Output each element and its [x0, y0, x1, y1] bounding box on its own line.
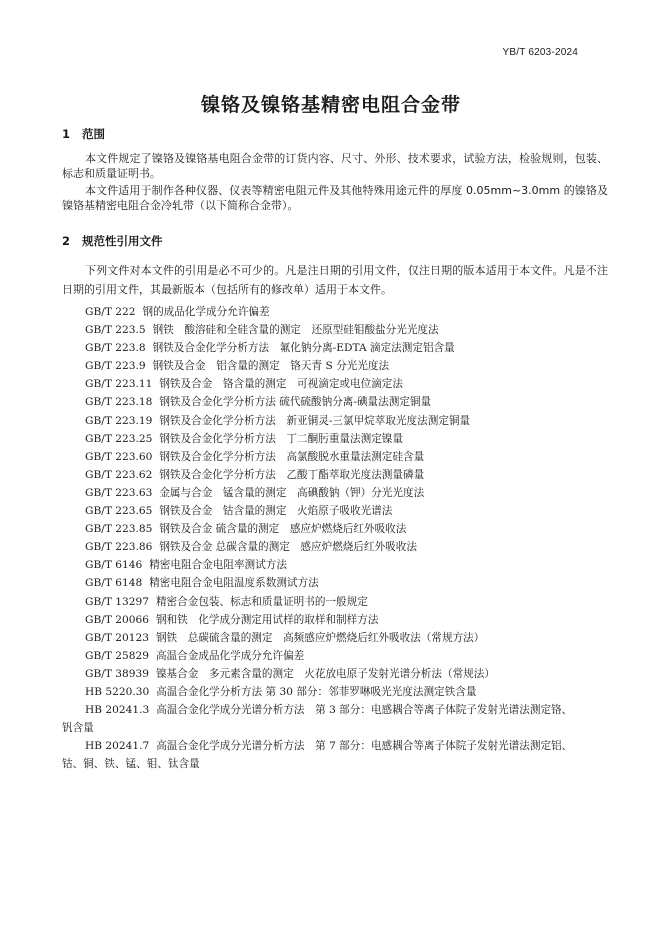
reference-item	[85, 595, 610, 609]
reference-code: GB/T 13297	[85, 595, 149, 608]
reference-code: GB/T 6146	[85, 559, 143, 572]
reference-item	[85, 558, 610, 572]
scope-paragraph-2: 本文件适用于制作各种仪器、仪表等精密电阻元件及其他特殊用途元件的厚度 0.05mm~3.0mm 的镍铬及镍铬基精密电阻合金冷轧带（以下简称合金带）。	[62, 184, 608, 212]
reference-item	[62, 703, 610, 735]
section-title: 规范性引用文件	[82, 234, 163, 248]
reference-item	[85, 576, 610, 590]
reference-code: GB/T 223.5	[85, 324, 146, 337]
section-2-heading	[62, 233, 163, 249]
reference-item	[85, 323, 610, 337]
section-number: 2	[62, 234, 71, 248]
reference-title: 钢铁及合金 铝含量的测定 铬天青 S 分光光度法	[152, 360, 390, 373]
reference-code: GB/T 20066	[85, 613, 149, 626]
reference-title: 钢和铁 化学成分测定用试样的取样和制样方法	[155, 613, 379, 626]
reference-item	[85, 432, 610, 446]
reference-title: 钢的成品化学成分允许偏差	[142, 306, 270, 318]
reference-title: 镍基合金 多元素含量的测定 火花放电原子发射光谱分析法（常规法）	[155, 667, 495, 680]
reference-code: GB/T 223.85	[85, 523, 153, 536]
reference-item	[85, 649, 610, 663]
reference-code: GB/T 223.63	[85, 486, 153, 499]
reference-title: 钢铁 酸溶硅和全硅含量的测定 还原型硅钼酸盐分光光度法	[152, 324, 439, 337]
reference-item	[85, 414, 610, 428]
reference-item	[85, 667, 610, 681]
reference-item	[85, 613, 610, 627]
reference-title: 高温合金成品化学成分允许偏差	[155, 649, 305, 662]
reference-item	[85, 540, 610, 554]
reference-title: 高温合金化学成分光谱分析方法 第 7 部分：电感耦合等离子体院子发射光谱法测定铝、	[156, 740, 573, 753]
standard-code: YB/T 6203-2024	[502, 47, 578, 58]
section-number: 1	[62, 127, 71, 141]
reference-title: 钢铁及合金 总碳含量的测定 感应炉燃烧后红外吸收法	[159, 541, 417, 554]
reference-code: GB/T 25829	[85, 649, 149, 662]
reference-code: GB/T 6148	[85, 577, 143, 590]
normative-references-intro: 下列文件对本文件的引用是必不可少的。凡是注日期的引用文件，仅注日期的版本适用于本文件。凡是不注日期的引用文件，其最新版本（包括所有的修改单）适用于本文件。	[62, 264, 608, 296]
reference-title: 钢铁及合金化学分析方法 丁二酮肟重量法测定镍量	[159, 432, 403, 445]
reference-item	[85, 468, 610, 482]
section-1-heading	[62, 126, 105, 142]
reference-item	[85, 341, 610, 355]
reference-code: GB/T 223.62	[85, 468, 153, 481]
reference-code: GB/T 223.86	[85, 541, 153, 554]
reference-item	[85, 685, 610, 699]
reference-title: 钢铁及合金化学分析方法 乙酸丁酯萃取光度法测量磷量	[159, 468, 425, 481]
reference-code: GB/T 20123	[85, 631, 149, 644]
reference-code: HB 5220.30	[85, 685, 150, 698]
reference-code: HB 20241.3	[85, 704, 150, 717]
reference-item	[85, 504, 610, 518]
reference-code: GB/T 222	[85, 306, 136, 318]
reference-code: GB/T 223.65	[85, 505, 153, 518]
reference-title-continuation: 钴、铜、铁、锰、钼、钛含量	[62, 758, 200, 771]
reference-code: GB/T 38939	[85, 667, 149, 680]
reference-title: 钢铁及合金 硫含量的测定 感应炉燃烧后红外吸收法	[159, 523, 407, 536]
document-title: 镍铬及镍铬基精密电阻合金带	[200, 94, 461, 116]
reference-title: 高温合金化学成分光谱分析方法 第 3 部分：电感耦合等离子体院子发射光谱法测定铬、	[156, 704, 573, 717]
reference-list	[62, 305, 610, 775]
reference-title: 钢铁及合金化学分析方法 高氯酸脱水重量法测定硅含量	[159, 450, 425, 463]
reference-code: GB/T 223.9	[85, 360, 146, 373]
reference-item	[85, 631, 610, 645]
reference-title: 金属与合金 锰含量的测定 高碘酸钠（钾）分光光度法	[159, 486, 425, 499]
reference-title: 钢铁及合金化学分析方法 硫代硫酸钠分离-碘量法测定铜量	[159, 396, 432, 409]
reference-item	[85, 395, 610, 409]
reference-item	[85, 305, 610, 319]
reference-code: GB/T 223.18	[85, 396, 153, 409]
reference-code: GB/T 223.60	[85, 450, 153, 463]
reference-code: GB/T 223.19	[85, 414, 153, 427]
reference-code: GB/T 223.8	[85, 342, 146, 355]
reference-title: 钢铁及合金 铬含量的测定 可视滴定或电位滴定法	[159, 378, 403, 391]
reference-item	[85, 522, 610, 536]
reference-title: 高温合金化学分析方法 第 30 部分：邻菲罗啉吸光光度法测定铁含量	[156, 685, 477, 698]
reference-title: 精密合金包装、标志和质量证明书的一般规定	[155, 595, 368, 608]
reference-title: 钢铁 总碳硫含量的测定 高频感应炉燃烧后红外吸收法（常规方法）	[155, 631, 485, 644]
reference-item	[85, 450, 610, 464]
section-title: 范围	[82, 127, 105, 141]
reference-title: 钢铁及合金化学分析方法 新亚铜灵-三氯甲烷萃取光度法测定铜量	[159, 414, 471, 427]
reference-item	[85, 377, 610, 391]
reference-title: 精密电阻合金电阻温度系数测试方法	[149, 577, 319, 590]
reference-title: 钢铁及合金 钴含量的测定 火焰原子吸收光谱法	[159, 505, 393, 518]
reference-item	[85, 359, 610, 373]
reference-code: HB 20241.7	[85, 740, 150, 753]
reference-item	[85, 486, 610, 500]
reference-title: 钢铁及合金化学分析方法 氟化钠分离-EDTA 滴定法测定铝含量	[152, 342, 455, 355]
reference-code: GB/T 223.25	[85, 432, 153, 445]
reference-title: 精密电阻合金电阻率测试方法	[149, 559, 287, 572]
reference-item	[62, 739, 610, 771]
reference-code: GB/T 223.11	[85, 378, 153, 391]
reference-title-continuation: 钒含量	[62, 722, 94, 735]
scope-paragraph-1: 本文件规定了镍铬及镍铬基电阻合金带的订货内容、尺寸、外形、技术要求，试验方法，检验规则，包装、标志和质量证明书。	[62, 152, 608, 180]
